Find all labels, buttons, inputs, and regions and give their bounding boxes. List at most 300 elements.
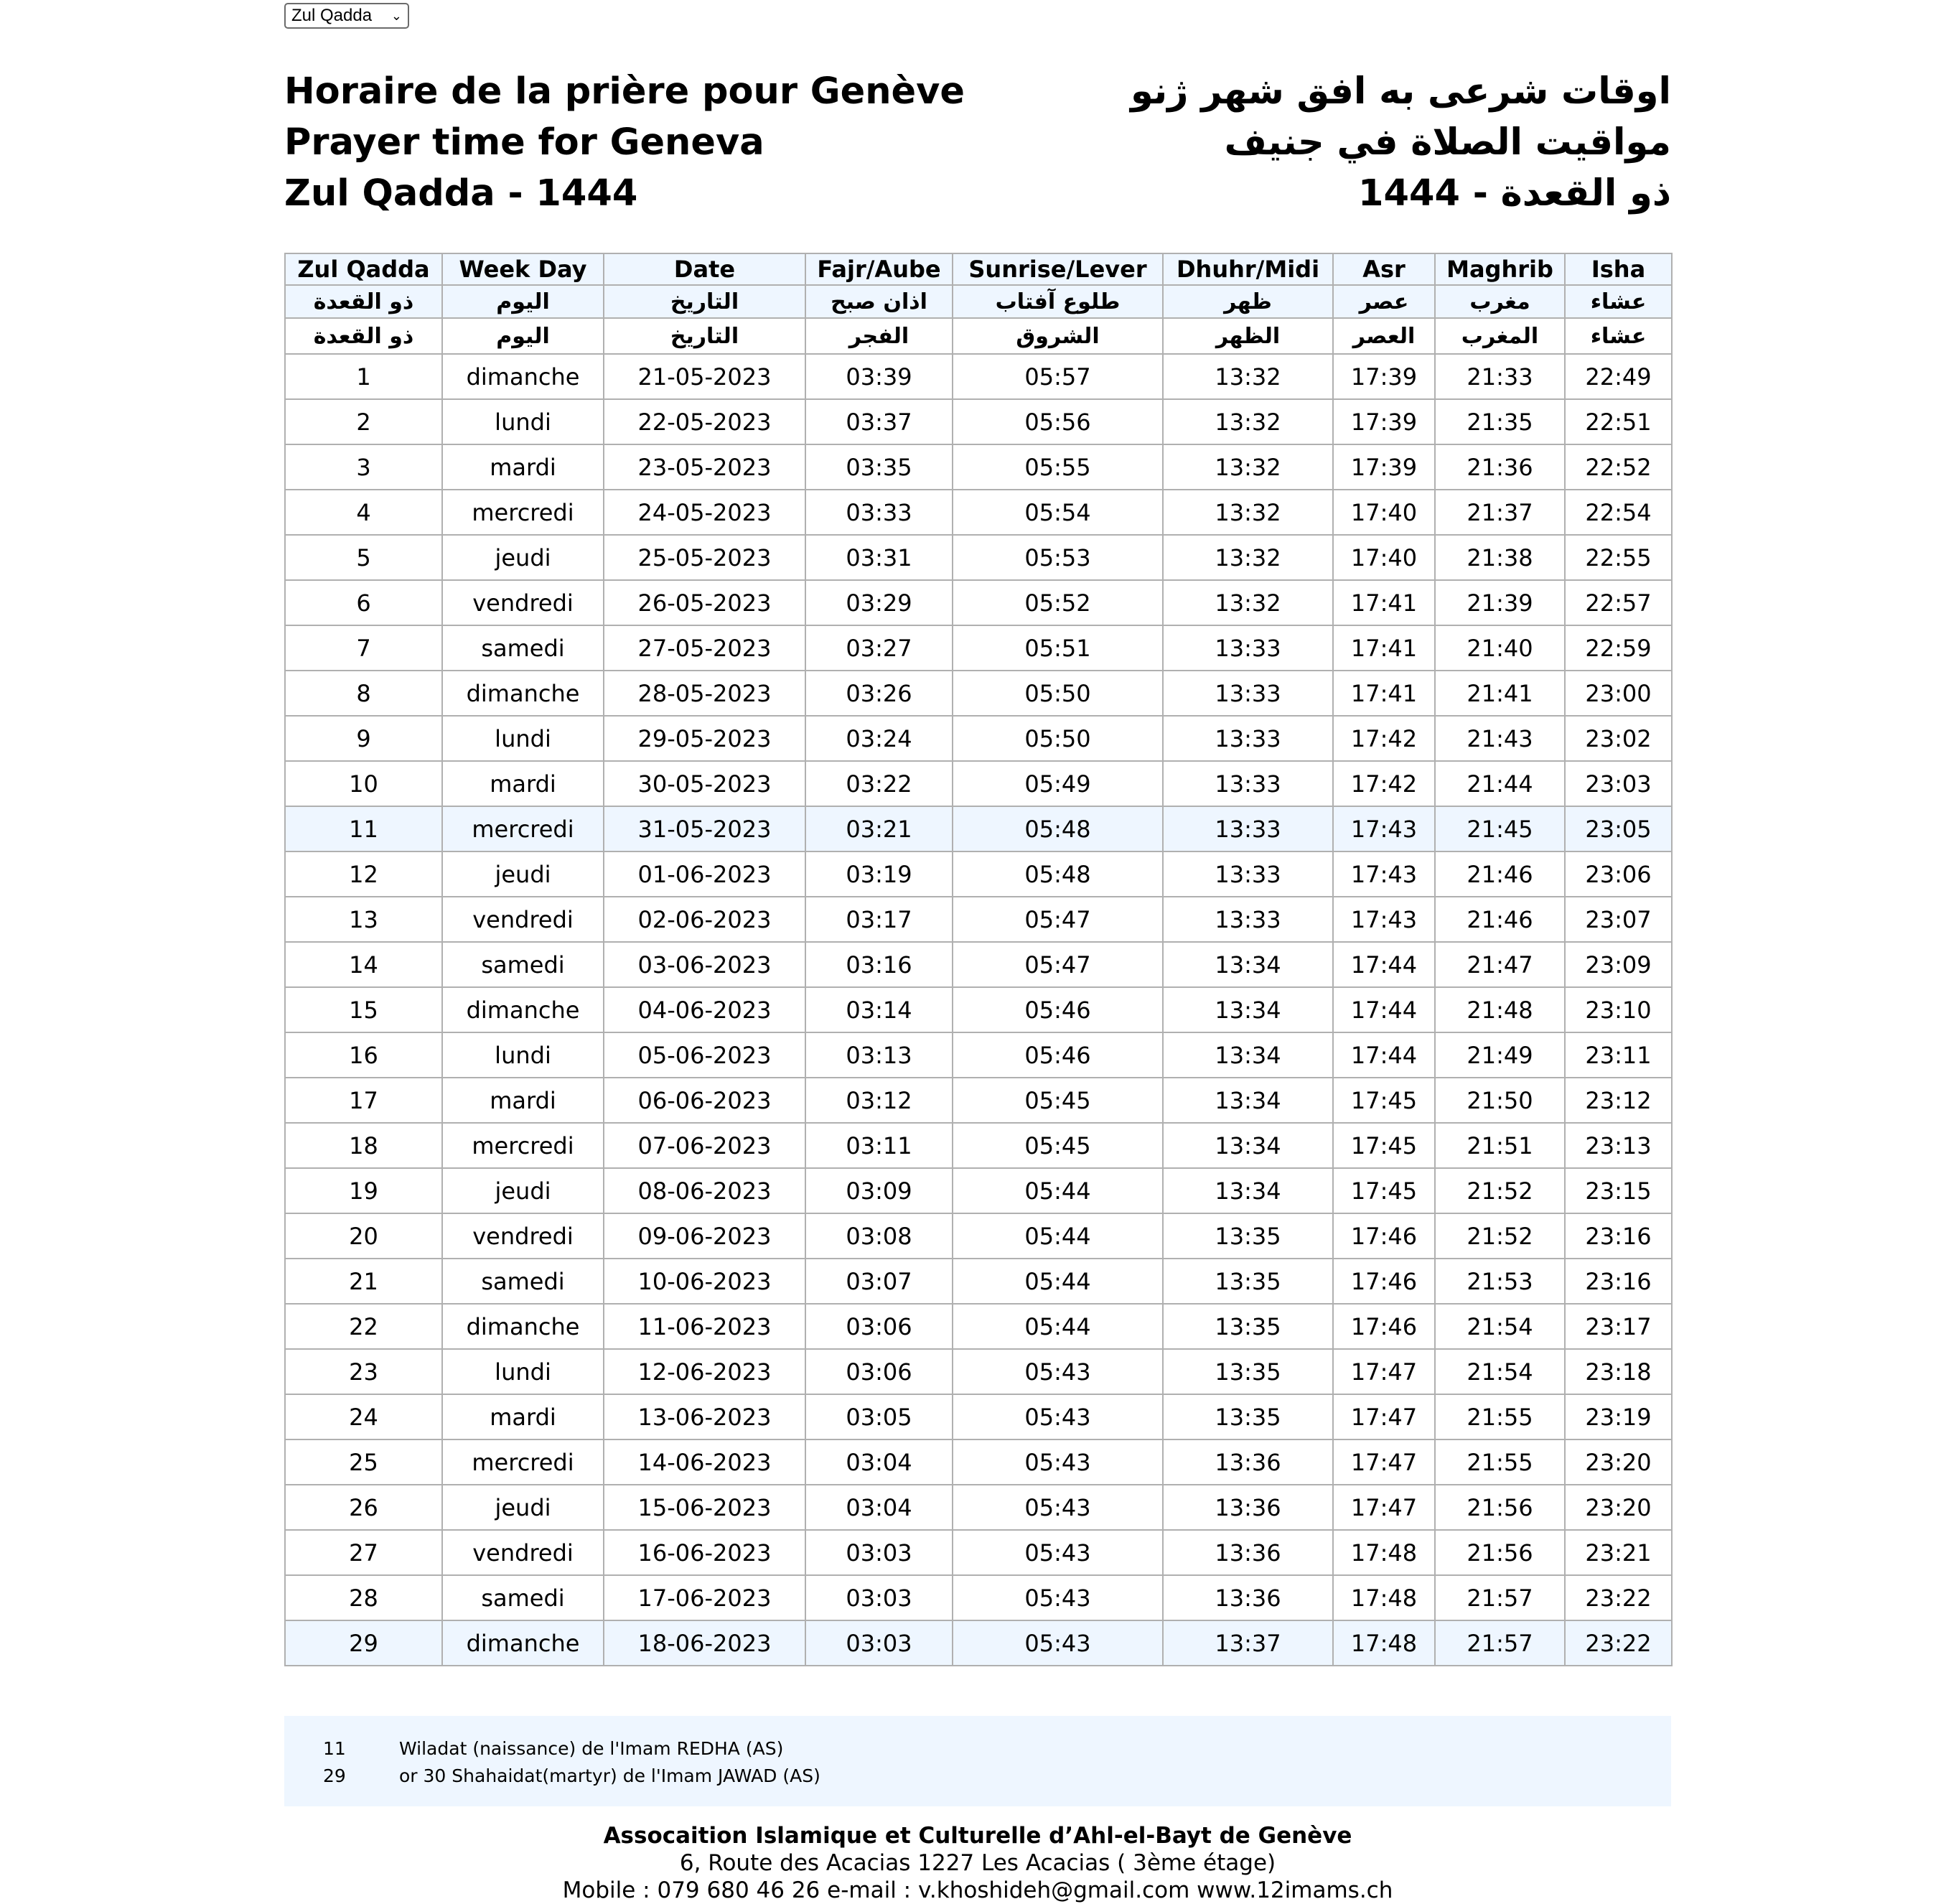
table-cell: 21:38	[1435, 535, 1565, 580]
table-cell: 13:32	[1163, 580, 1333, 625]
table-cell: 24-05-2023	[604, 490, 805, 535]
header-fa-6: عصر	[1333, 285, 1435, 318]
table-cell: 06-06-2023	[604, 1078, 805, 1123]
table-cell: 03:06	[805, 1349, 953, 1394]
table-cell: 21:56	[1435, 1530, 1565, 1575]
table-cell: 21:50	[1435, 1078, 1565, 1123]
table-cell: 17:47	[1333, 1394, 1435, 1439]
table-cell: 05:45	[953, 1078, 1163, 1123]
table-cell: 23:22	[1565, 1620, 1672, 1666]
table-cell: 05:43	[953, 1575, 1163, 1620]
table-cell: 13:36	[1163, 1575, 1333, 1620]
table-cell: 1	[285, 354, 442, 399]
table-cell: 23:16	[1565, 1213, 1672, 1259]
table-row	[285, 1439, 1672, 1485]
table-cell: 25-05-2023	[604, 535, 805, 580]
table-cell: 04-06-2023	[604, 987, 805, 1032]
table-cell: 17:42	[1333, 761, 1435, 806]
table-cell: 17:46	[1333, 1304, 1435, 1349]
table-cell: 18-06-2023	[604, 1620, 805, 1666]
table-cell: 28	[285, 1575, 442, 1620]
table-cell: 22:57	[1565, 580, 1672, 625]
table-cell: 13:33	[1163, 851, 1333, 897]
table-cell: 17:47	[1333, 1439, 1435, 1485]
table-cell: 21:46	[1435, 851, 1565, 897]
table-cell: 23:00	[1565, 671, 1672, 716]
table-cell: 21:56	[1435, 1485, 1565, 1530]
table-row	[285, 1349, 1672, 1394]
table-cell: dimanche	[442, 671, 604, 716]
table-cell: 17:46	[1333, 1213, 1435, 1259]
table-cell: 17-06-2023	[604, 1575, 805, 1620]
table-cell: 13:34	[1163, 1123, 1333, 1168]
table-cell: dimanche	[442, 354, 604, 399]
title-left-line-en: Prayer time for Geneva	[284, 121, 764, 164]
table-cell: 03:07	[805, 1259, 953, 1304]
table-cell: 03:12	[805, 1078, 953, 1123]
table-cell: 21:35	[1435, 399, 1565, 444]
notes-panel	[284, 1716, 1671, 1806]
table-cell: 26-05-2023	[604, 580, 805, 625]
table-cell: 05:51	[953, 625, 1163, 671]
table-row	[285, 1304, 1672, 1349]
table-cell: 03:27	[805, 625, 953, 671]
table-cell: 03:11	[805, 1123, 953, 1168]
table-cell: 13:34	[1163, 1168, 1333, 1213]
table-cell: 21:44	[1435, 761, 1565, 806]
table-cell: 21:54	[1435, 1349, 1565, 1394]
table-cell: 13:35	[1163, 1304, 1333, 1349]
table-cell: 03:04	[805, 1439, 953, 1485]
table-cell: lundi	[442, 1032, 604, 1078]
table-cell: 23:22	[1565, 1575, 1672, 1620]
table-cell: 13:35	[1163, 1394, 1333, 1439]
table-row	[285, 897, 1672, 942]
table-cell: 23	[285, 1349, 442, 1394]
table-cell: 05:55	[953, 444, 1163, 490]
table-cell: 23:20	[1565, 1485, 1672, 1530]
table-cell: 03:05	[805, 1394, 953, 1439]
table-cell: 05:44	[953, 1304, 1163, 1349]
table-cell: 23:15	[1565, 1168, 1672, 1213]
table-cell: mardi	[442, 444, 604, 490]
header-fa-7: مغرب	[1435, 285, 1565, 318]
table-row	[285, 354, 1672, 399]
table-cell: 22	[285, 1304, 442, 1349]
table-cell: 05:57	[953, 354, 1163, 399]
table-cell: 23:09	[1565, 942, 1672, 987]
table-cell: vendredi	[442, 897, 604, 942]
table-cell: 23:03	[1565, 761, 1672, 806]
table-row	[285, 987, 1672, 1032]
table-cell: jeudi	[442, 1168, 604, 1213]
table-cell: 17:39	[1333, 444, 1435, 490]
table-row	[285, 399, 1672, 444]
table-cell: 21:46	[1435, 897, 1565, 942]
table-cell: 17:47	[1333, 1349, 1435, 1394]
table-cell: 6	[285, 580, 442, 625]
table-row	[285, 1032, 1672, 1078]
table-cell: 22-05-2023	[604, 399, 805, 444]
header-en-1: Week Day	[442, 253, 604, 285]
table-cell: 13:35	[1163, 1349, 1333, 1394]
header-ar-3: الفجر	[805, 318, 953, 354]
table-row	[285, 625, 1672, 671]
header-row-english	[285, 253, 1672, 285]
table-cell: 21:54	[1435, 1304, 1565, 1349]
table-cell: 21:53	[1435, 1259, 1565, 1304]
month-select-value: Zul Qadda	[291, 6, 373, 25]
header-en-8: Isha	[1565, 253, 1672, 285]
table-cell: 13:34	[1163, 987, 1333, 1032]
table-cell: 08-06-2023	[604, 1168, 805, 1213]
table-row	[285, 1168, 1672, 1213]
table-cell: 23:13	[1565, 1123, 1672, 1168]
table-cell: 03:19	[805, 851, 953, 897]
table-cell: 11	[285, 806, 442, 851]
table-cell: 21:57	[1435, 1620, 1565, 1666]
table-cell: 17:41	[1333, 671, 1435, 716]
table-cell: mercredi	[442, 1123, 604, 1168]
table-cell: 05:50	[953, 671, 1163, 716]
table-cell: 23:06	[1565, 851, 1672, 897]
table-cell: 17:44	[1333, 1032, 1435, 1078]
table-cell: 22:49	[1565, 354, 1672, 399]
table-cell: 21:52	[1435, 1213, 1565, 1259]
table-row	[285, 1078, 1672, 1123]
table-cell: 05-06-2023	[604, 1032, 805, 1078]
table-cell: 23:07	[1565, 897, 1672, 942]
table-cell: 18	[285, 1123, 442, 1168]
header-fa-8: عشاء	[1565, 285, 1672, 318]
header-fa-1: اليوم	[442, 285, 604, 318]
table-cell: 17	[285, 1078, 442, 1123]
table-cell: 11-06-2023	[604, 1304, 805, 1349]
table-cell: 13:32	[1163, 535, 1333, 580]
table-cell: 28-05-2023	[604, 671, 805, 716]
table-cell: samedi	[442, 942, 604, 987]
table-cell: 21	[285, 1259, 442, 1304]
header-fa-2: التاريخ	[604, 285, 805, 318]
header-ar-0: ذو القعدة	[285, 318, 442, 354]
table-cell: 23:11	[1565, 1032, 1672, 1078]
table-cell: 03:21	[805, 806, 953, 851]
table-cell: 21-05-2023	[604, 354, 805, 399]
table-cell: dimanche	[442, 1620, 604, 1666]
table-cell: 03:08	[805, 1213, 953, 1259]
table-row	[285, 1620, 1672, 1666]
header-en-3: Fajr/Aube	[805, 253, 953, 285]
table-cell: 03:03	[805, 1620, 953, 1666]
table-cell: 27	[285, 1530, 442, 1575]
table-cell: 03:39	[805, 354, 953, 399]
table-row	[285, 580, 1672, 625]
table-cell: 22:55	[1565, 535, 1672, 580]
header-en-2: Date	[604, 253, 805, 285]
table-cell: 13:36	[1163, 1439, 1333, 1485]
table-cell: 25	[285, 1439, 442, 1485]
table-cell: 23-05-2023	[604, 444, 805, 490]
table-row	[285, 1394, 1672, 1439]
table-cell: 13:32	[1163, 354, 1333, 399]
header-en-5: Dhuhr/Midi	[1163, 253, 1333, 285]
table-body	[285, 354, 1672, 1666]
table-cell: vendredi	[442, 1213, 604, 1259]
header-ar-4: الشروق	[953, 318, 1163, 354]
table-cell: 23:16	[1565, 1259, 1672, 1304]
title-right	[1131, 66, 1671, 219]
table-cell: 17:47	[1333, 1485, 1435, 1530]
prayer-times-table	[284, 253, 1673, 1666]
table-cell: 21:37	[1435, 490, 1565, 535]
table-cell: 21:52	[1435, 1168, 1565, 1213]
table-cell: mercredi	[442, 1439, 604, 1485]
table-cell: 12-06-2023	[604, 1349, 805, 1394]
table-cell: 03:09	[805, 1168, 953, 1213]
table-cell: 13:34	[1163, 1078, 1333, 1123]
table-cell: 05:44	[953, 1168, 1163, 1213]
table-cell: mercredi	[442, 806, 604, 851]
table-cell: 27-05-2023	[604, 625, 805, 671]
table-cell: 10-06-2023	[604, 1259, 805, 1304]
table-cell: 17:39	[1333, 399, 1435, 444]
header-fa-0: ذو القعدة	[285, 285, 442, 318]
table-cell: 23:05	[1565, 806, 1672, 851]
note-text: or 30 Shahaidat(martyr) de l'Imam JAWAD (AS)	[399, 1765, 820, 1786]
table-cell: 21:39	[1435, 580, 1565, 625]
table-cell: dimanche	[442, 987, 604, 1032]
table-row	[285, 942, 1672, 987]
table-cell: 09-06-2023	[604, 1213, 805, 1259]
table-cell: 17:48	[1333, 1620, 1435, 1666]
table-cell: 03:03	[805, 1530, 953, 1575]
table-cell: mardi	[442, 761, 604, 806]
table-cell: 12	[285, 851, 442, 897]
table-cell: vendredi	[442, 580, 604, 625]
table-cell: 31-05-2023	[604, 806, 805, 851]
footer-organization: Assocaition Islamique et Culturelle d’Ahl-el-Bayt de Genève	[603, 1823, 1352, 1849]
table-cell: 17:44	[1333, 942, 1435, 987]
table-cell: 14-06-2023	[604, 1439, 805, 1485]
table-cell: jeudi	[442, 535, 604, 580]
table-cell: 17:43	[1333, 851, 1435, 897]
month-select[interactable]	[284, 3, 409, 29]
table-cell: 8	[285, 671, 442, 716]
header-ar-7: المغرب	[1435, 318, 1565, 354]
table-row	[285, 535, 1672, 580]
table-cell: 21:41	[1435, 671, 1565, 716]
table-cell: 02-06-2023	[604, 897, 805, 942]
table-cell: 03-06-2023	[604, 942, 805, 987]
table-cell: 21:43	[1435, 716, 1565, 761]
table-cell: 03:17	[805, 897, 953, 942]
table-row	[285, 716, 1672, 761]
header-fa-5: ظهر	[1163, 285, 1333, 318]
table-cell: 29	[285, 1620, 442, 1666]
table-cell: 2	[285, 399, 442, 444]
table-cell: lundi	[442, 716, 604, 761]
table-cell: 21:57	[1435, 1575, 1565, 1620]
table-cell: mardi	[442, 1078, 604, 1123]
title-left	[284, 66, 965, 219]
table-cell: 03:37	[805, 399, 953, 444]
table-cell: 05:48	[953, 806, 1163, 851]
table-cell: 05:47	[953, 942, 1163, 987]
table-cell: 23:20	[1565, 1439, 1672, 1485]
table-cell: 13:32	[1163, 399, 1333, 444]
table-cell: 05:56	[953, 399, 1163, 444]
table-cell: 05:54	[953, 490, 1163, 535]
table-cell: mercredi	[442, 490, 604, 535]
table-cell: 21:48	[1435, 987, 1565, 1032]
header-ar-6: العصر	[1333, 318, 1435, 354]
footer-contact: Mobile : 079 680 46 26 e-mail : v.khoshideh@gmail.com www.12imams.ch	[562, 1877, 1393, 1903]
table-cell: 03:16	[805, 942, 953, 987]
table-cell: 17:46	[1333, 1259, 1435, 1304]
table-cell: 21:55	[1435, 1439, 1565, 1485]
table-cell: 17:45	[1333, 1123, 1435, 1168]
table-cell: samedi	[442, 1575, 604, 1620]
table-cell: 05:52	[953, 580, 1163, 625]
table-cell: 17:48	[1333, 1530, 1435, 1575]
table-cell: 21:47	[1435, 942, 1565, 987]
table-cell: jeudi	[442, 1485, 604, 1530]
table-cell: 17:43	[1333, 806, 1435, 851]
table-cell: 05:43	[953, 1530, 1163, 1575]
table-cell: 21:40	[1435, 625, 1565, 671]
table-cell: 03:13	[805, 1032, 953, 1078]
table-cell: 21:51	[1435, 1123, 1565, 1168]
table-cell: 21:33	[1435, 354, 1565, 399]
header-fa-3: اذان صبح	[805, 285, 953, 318]
table-cell: 03:29	[805, 580, 953, 625]
chevron-down-icon: ⌄	[390, 8, 402, 23]
table-cell: 05:49	[953, 761, 1163, 806]
table-cell: 07-06-2023	[604, 1123, 805, 1168]
table-cell: 13:36	[1163, 1485, 1333, 1530]
table-row	[285, 806, 1672, 851]
table-cell: 13:33	[1163, 897, 1333, 942]
header-en-7: Maghrib	[1435, 253, 1565, 285]
table-cell: 17:45	[1333, 1168, 1435, 1213]
table-cell: jeudi	[442, 851, 604, 897]
title-left-line-fr: Horaire de la prière pour Genève	[284, 70, 965, 113]
table-cell: 13:36	[1163, 1530, 1333, 1575]
table-cell: 17:43	[1333, 897, 1435, 942]
table-cell: 13	[285, 897, 442, 942]
table-cell: vendredi	[442, 1530, 604, 1575]
table-cell: 13:34	[1163, 942, 1333, 987]
table-cell: 23:21	[1565, 1530, 1672, 1575]
header-en-6: Asr	[1333, 253, 1435, 285]
table-cell: 03:24	[805, 716, 953, 761]
table-cell: 13:37	[1163, 1620, 1333, 1666]
title-left-line-month: Zul Qadda - 1444	[284, 172, 638, 215]
table-cell: 17:44	[1333, 987, 1435, 1032]
table-cell: lundi	[442, 399, 604, 444]
note-day: 11	[323, 1737, 346, 1759]
table-cell: 05:43	[953, 1349, 1163, 1394]
table-cell: 13:34	[1163, 1032, 1333, 1078]
table-cell: 22:52	[1565, 444, 1672, 490]
table-cell: 30-05-2023	[604, 761, 805, 806]
table-row	[285, 761, 1672, 806]
table-cell: 13:33	[1163, 761, 1333, 806]
table-cell: 13:35	[1163, 1213, 1333, 1259]
table-cell: 22:59	[1565, 625, 1672, 671]
table-cell: 26	[285, 1485, 442, 1530]
table-row	[285, 1259, 1672, 1304]
table-cell: 23:10	[1565, 987, 1672, 1032]
title-right-line-ar: مواقيت الصلاة في جنيف	[1224, 121, 1671, 164]
table-row	[285, 671, 1672, 716]
table-cell: 17:42	[1333, 716, 1435, 761]
title-right-line-fa: اوقات شرعی به افق شهر ژنو	[1130, 70, 1671, 113]
table-cell: 03:22	[805, 761, 953, 806]
table-cell: 9	[285, 716, 442, 761]
table-cell: 24	[285, 1394, 442, 1439]
table-cell: 13-06-2023	[604, 1394, 805, 1439]
header-row-arabic	[285, 318, 1672, 354]
table-cell: 29-05-2023	[604, 716, 805, 761]
footer	[284, 1822, 1671, 1904]
table-cell: 03:31	[805, 535, 953, 580]
note-text: Wiladat (naissance) de l'Imam REDHA (AS)	[399, 1737, 784, 1759]
table-cell: 16	[285, 1032, 442, 1078]
table-row	[285, 490, 1672, 535]
table-cell: 17:45	[1333, 1078, 1435, 1123]
table-cell: 05:48	[953, 851, 1163, 897]
header-ar-2: التاريخ	[604, 318, 805, 354]
table-cell: 05:45	[953, 1123, 1163, 1168]
table-row	[285, 444, 1672, 490]
table-cell: 7	[285, 625, 442, 671]
table-cell: 13:32	[1163, 490, 1333, 535]
table-cell: 22:51	[1565, 399, 1672, 444]
table-cell: 21:49	[1435, 1032, 1565, 1078]
table-cell: samedi	[442, 625, 604, 671]
table-cell: 17:48	[1333, 1575, 1435, 1620]
table-cell: 13:33	[1163, 716, 1333, 761]
table-row	[285, 851, 1672, 897]
table-cell: 13:33	[1163, 625, 1333, 671]
table-cell: 05:43	[953, 1439, 1163, 1485]
table-cell: 23:12	[1565, 1078, 1672, 1123]
table-cell: 05:47	[953, 897, 1163, 942]
table-cell: 05:46	[953, 987, 1163, 1032]
table-cell: 15	[285, 987, 442, 1032]
table-cell: mardi	[442, 1394, 604, 1439]
table-cell: 05:53	[953, 535, 1163, 580]
header-en-4: Sunrise/Lever	[953, 253, 1163, 285]
table-cell: 03:33	[805, 490, 953, 535]
table-cell: 10	[285, 761, 442, 806]
table-cell: 3	[285, 444, 442, 490]
table-cell: 05:44	[953, 1259, 1163, 1304]
table-cell: 13:33	[1163, 806, 1333, 851]
table-cell: 17:41	[1333, 625, 1435, 671]
table-cell: 5	[285, 535, 442, 580]
table-cell: 05:44	[953, 1213, 1163, 1259]
footer-address: 6, Route des Acacias 1227 Les Acacias ( 3ème étage)	[679, 1850, 1276, 1876]
table-cell: 21:45	[1435, 806, 1565, 851]
table-cell: 16-06-2023	[604, 1530, 805, 1575]
table-cell: 05:50	[953, 716, 1163, 761]
table-cell: 13:33	[1163, 671, 1333, 716]
table-cell: 05:43	[953, 1485, 1163, 1530]
note-day: 29	[323, 1765, 346, 1786]
table-cell: 21:55	[1435, 1394, 1565, 1439]
